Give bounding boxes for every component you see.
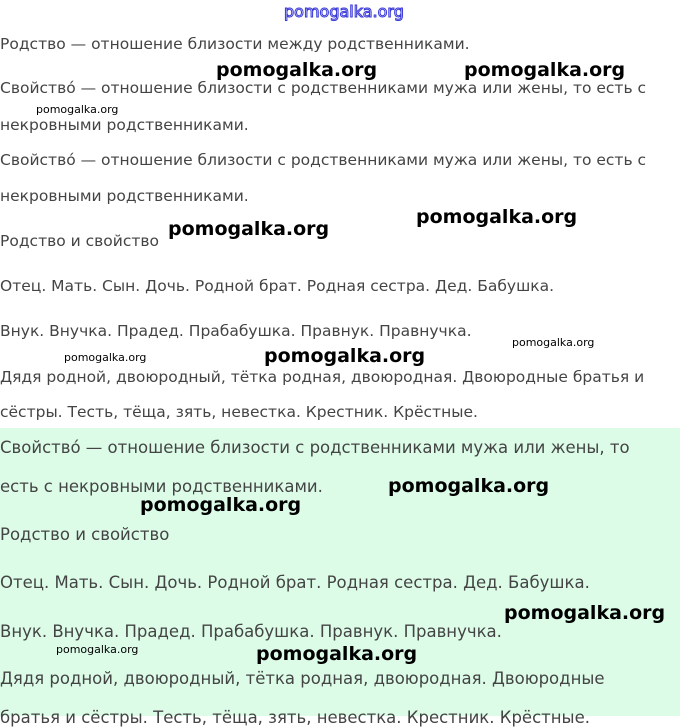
- watermark: pomogalka.org: [56, 643, 139, 656]
- watermark: pomogalka.org: [416, 206, 578, 228]
- watermark: pomogalka.org: [168, 218, 330, 240]
- watermark: pomogalka.org: [388, 475, 550, 497]
- text-line: сёстры. Тесть, тёща, зять, невестка. Крестник. Крёстные.: [0, 403, 478, 421]
- text-line: Свойство́ — отношение близости с родственниками мужа или жены, то есть с: [0, 79, 647, 97]
- watermark: pomogalka.org: [36, 103, 119, 116]
- text-line: некровными родственниками.: [0, 187, 249, 205]
- text-line: Свойство́ — отношение близости с родственниками мужа или жены, то есть с: [0, 151, 647, 169]
- section-heading: Родство и свойство: [0, 232, 160, 250]
- highlight-line: есть с некровными родственниками.: [0, 477, 323, 496]
- header-watermark: pomogalka.org: [284, 2, 404, 21]
- highlight-line: Дядя родной, двоюродный, тётка родная, двоюродная. Двоюродные: [0, 669, 605, 688]
- watermark: pomogalka.org: [140, 494, 302, 516]
- highlight-line: Свойство́ — отношение близости с родственниками мужа или жены, то: [0, 438, 630, 457]
- text-line: некровными родственниками.: [0, 116, 249, 134]
- watermark: pomogalka.org: [464, 59, 626, 81]
- highlight-line: Отец. Мать. Сын. Дочь. Родной брат. Родная сестра. Дед. Бабушка.: [0, 573, 590, 592]
- text-line: Внук. Внучка. Прадед. Прабабушка. Правнук. Правнучка.: [0, 322, 472, 340]
- watermark: pomogalka.org: [504, 602, 666, 624]
- watermark: pomogalka.org: [512, 336, 595, 349]
- watermark: pomogalka.org: [264, 345, 426, 367]
- watermark: pomogalka.org: [256, 643, 418, 665]
- text-line: Родство — отношение близости между родственниками.: [0, 35, 470, 53]
- text-line: Дядя родной, двоюродный, тётка родная, двоюродная. Двоюродные братья и: [0, 368, 645, 386]
- watermark: pomogalka.org: [64, 351, 147, 364]
- highlight-line: братья и сёстры. Тесть, тёща, зять, невестка. Крестник. Крёстные.: [0, 708, 590, 727]
- highlight-line: Внук. Внучка. Прадед. Прабабушка. Правнук. Правнучка.: [0, 622, 502, 641]
- text-line: Отец. Мать. Сын. Дочь. Родной брат. Родная сестра. Дед. Бабушка.: [0, 277, 555, 295]
- watermark: pomogalka.org: [216, 59, 378, 81]
- highlight-heading: Родство и свойство: [0, 525, 170, 544]
